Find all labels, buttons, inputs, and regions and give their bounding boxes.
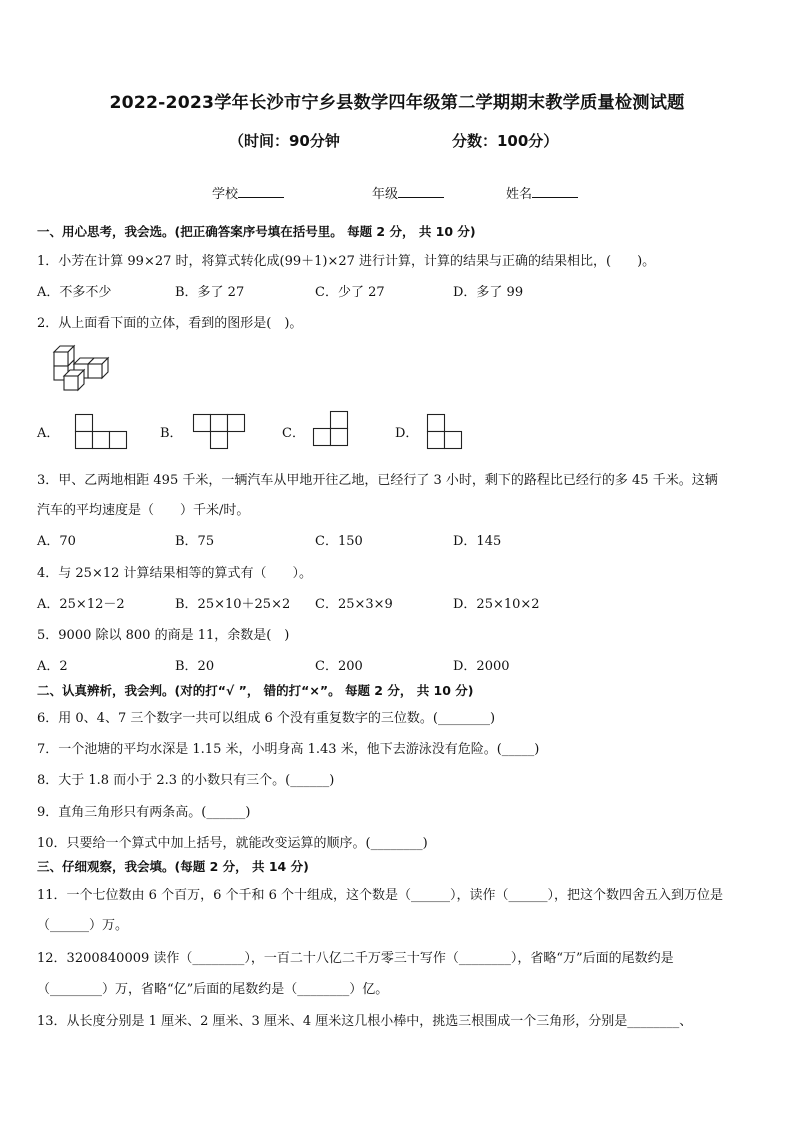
q2-option-d-figure	[427, 414, 463, 450]
grade-field	[372, 183, 444, 202]
cube-stack-figure	[48, 340, 118, 396]
q5-option-a: A．2	[37, 659, 68, 674]
q1-option-c: C．少了 27	[315, 285, 385, 300]
q2-option-d: D．	[395, 426, 419, 441]
name-blank	[532, 185, 578, 198]
q4-option-c: C．25×3×9	[315, 597, 393, 612]
q5-option-d: D．2000	[453, 659, 510, 674]
q2-option-c: C．	[282, 426, 305, 441]
question-5: 5．9000 除以 800 的商是 11，余数是( )	[37, 628, 290, 643]
question-4: 4．与 25×12 计算结果相等的算式有（ ）。	[37, 566, 313, 581]
name-label: 姓名	[506, 187, 533, 202]
section-3-heading: 三、仔细观察，我会填。(每题 2 分， 共 14 分)	[37, 859, 309, 874]
q5-option-c: C．200	[315, 659, 363, 674]
section-1-heading: 一、用心思考，我会选。(把正确答案序号填在括号里。 每题 2 分， 共 10 分)	[37, 224, 476, 239]
total-score: 分数：100分）	[452, 132, 559, 150]
q2-option-b-figure	[193, 414, 245, 450]
q3-option-b: B．75	[175, 534, 215, 549]
grade-blank	[398, 185, 444, 198]
school-field	[212, 183, 284, 202]
question-2: 2．从上面看下面的立体，看到的图形是( )。	[37, 316, 303, 331]
grade-label: 年级	[372, 187, 399, 202]
school-blank	[238, 185, 284, 198]
question-6: 6．用 0、4、7 三个数字一共可以组成 6 个没有重复数字的三位数。(________)	[37, 711, 496, 726]
q4-option-d: D．25×10×2	[453, 597, 540, 612]
q5-option-b: B．20	[175, 659, 215, 674]
question-12-line-2: （________）万，省略“亿”后面的尾数约是（________）亿。	[37, 982, 389, 997]
question-13: 13．从长度分别是 1 厘米、2 厘米、3 厘米、4 厘米这几根小棒中，挑选三根围成一个三角形，分别是________、	[37, 1014, 693, 1029]
q4-option-a: A．25×12－2	[37, 597, 125, 612]
question-3-line-1: 3．甲、乙两地相距 495 千米，一辆汽车从甲地开往乙地，已经行了 3 小时，剩下的路程比已经行的多 45 千米。这辆	[37, 473, 718, 488]
question-11-line-2: （______）万。	[37, 918, 129, 933]
q3-option-c: C．150	[315, 534, 363, 549]
q1-option-b: B．多了 27	[175, 285, 245, 300]
question-11-line-1: 11．一个七位数由 6 个百万，6 个千和 6 个十组成，这个数是（______），读作（______），把这个数四舍五入到万位是	[37, 888, 724, 903]
question-8: 8．大于 1.8 而小于 2.3 的小数只有三个。(______)	[37, 773, 335, 788]
question-7: 7．一个池塘的平均水深是 1.15 米，小明身高 1.43 米，他下去游泳没有危险。(_____)	[37, 742, 540, 757]
time-limit: （时间：90分钟	[229, 132, 340, 150]
question-10: 10．只要给一个算式中加上括号，就能改变运算的顺序。(________)	[37, 836, 428, 851]
question-1: 1．小芳在计算 99×27 时，将算式转化成(99＋1)×27 进行计算，计算的结果与正确的结果相比，( )。	[37, 254, 656, 269]
q2-option-c-figure	[313, 411, 349, 447]
question-9: 9．直角三角形只有两条高。(______)	[37, 805, 251, 820]
question-3-line-2: 汽车的平均速度是（ ）千米/时。	[37, 503, 250, 518]
q4-option-b: B．25×10＋25×2	[175, 597, 291, 612]
exam-title: 2022-2023学年长沙市宁乡县数学四年级第二学期期末教学质量检测试题	[109, 93, 685, 113]
q1-option-a: A．不多不少	[37, 285, 112, 300]
q3-option-a: A．70	[37, 534, 76, 549]
q2-option-a-figure	[75, 414, 127, 450]
q2-option-a: A．	[37, 426, 60, 441]
q3-option-d: D．145	[453, 534, 502, 549]
q1-option-d: D．多了 99	[453, 285, 524, 300]
q2-option-b: B．	[160, 426, 183, 441]
question-12-line-1: 12．3200840009 读作（________），一百二十八亿二千万零三十写作（________），省略“万”后面的尾数约是	[37, 951, 674, 966]
school-label: 学校	[212, 187, 239, 202]
section-2-heading: 二、认真辨析，我会判。(对的打“√ ”， 错的打“×”。 每题 2 分， 共 10 分)	[37, 683, 474, 698]
name-field	[506, 183, 578, 202]
